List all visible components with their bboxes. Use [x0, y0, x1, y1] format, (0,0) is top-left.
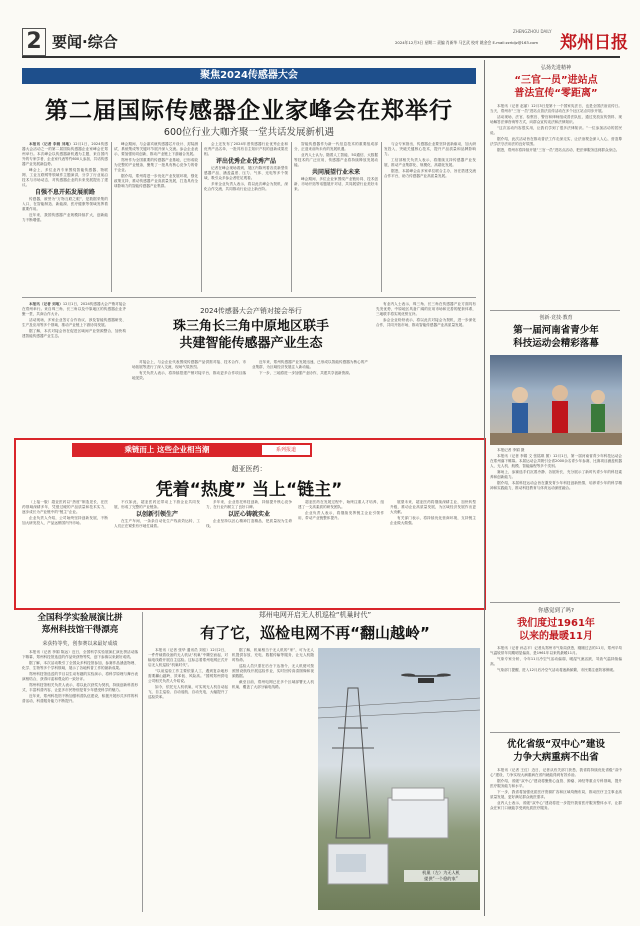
masthead-logo: 郑州日报: [560, 33, 628, 53]
section-rule: [22, 297, 476, 298]
featured-headline: 凭着“热度” 当上“链主”: [155, 480, 343, 500]
right-kicker-1: 弘扬先进精神: [540, 65, 571, 71]
weather-kicker: 你感觉到了吗?: [538, 608, 574, 614]
featured-sub-2: 以匠心铸就实业: [227, 511, 270, 518]
drone-column-2: 据了解，机巢相当于无人机的“家”，可为无人机提供存放、充电、数据传输等服务，让无人机随时待命。 巡检人员只需在后台下达指令，无人机便可按照预设航线开展巡检作业，实时回传高清图像和视频数据。 截至目前，郑州电网已在多个区域部署无人机机巢，覆盖了大部分输电线路。: [232, 648, 314, 689]
right-column-divider: [484, 60, 485, 916]
right-kicker-2: 创新·竞技·教育: [539, 315, 573, 321]
col-divider: [291, 142, 292, 292]
science-headline: 全国科学实验展演比拼 郑州科技馆干得漂亮: [37, 613, 123, 635]
second-kicker: 2024传感器大会产销对接会举行: [200, 307, 302, 315]
drone-photo-caption: 机巢（左）为无人机 提供“一个稳的家”: [404, 870, 478, 882]
page-number: 2: [22, 28, 46, 56]
weather-headline: 我们度过1961年 以来的最暖11月: [517, 618, 595, 642]
healthcare-headline: 优化省级“双中心”建设 力争大病重病不出省: [507, 739, 605, 763]
edition-line: 2024年12月3日 星期二 责编 肖新华 马艺武 校对 姚金会 E-mail:zzrbljz@163.com: [395, 40, 539, 45]
right-story-1-body: 本报讯（记者 赵丽）12月3日是第十一个国家宪法日，也是全国法治宣传日。当天，郑州市“三官一员”进站点普法宣传活动在多个社区站点同步开展。 活动现场，法官、检察官、警官和律师组成普法队伍，通过发放宣传资料、现场解答法律咨询等方式，向群众宣传宪法和法律知识。 “这次活动内容很实用，让我们学到了很多法律知识。”一位参加活动的居民说。 据介绍，此次活动旨在推动普法工作走深走实，让法治观念深入人心，营造尊法学法守法用法的良好氛围。 据悉，郑州市将持续开展“三官一员”进站点活动，把法律服务送到群众身边。: [490, 104, 622, 152]
top-rule: [22, 56, 620, 58]
featured-column-3: 多年来，企业依托科技创新，持续提升核心竞争力，在行业内树立了良好口碑。 以匠心铸就实业 企业坚持以匠心精神打造精品，把质量视为生命线。: [206, 500, 292, 528]
featured-column-2: 不仅如此，超亚医药还带动上下游企业共同发展，形成了完整的产业链条。 以创新引领生产 在生产车间，一条条自动化生产线高效运转，工人们正在紧张有序地忙碌着。: [114, 500, 200, 528]
series-tag: 乘链而上 这些企业相当潮: [124, 445, 210, 454]
lead-banner-text: 聚焦2024传感器大会: [200, 70, 298, 81]
featured-kicker: 超亚医药：: [231, 465, 267, 473]
right-rule: [490, 732, 620, 733]
weather-body: 本报讯（记者 孙志平）记者从郑州市气象局获悉，刚刚过去的11月，郑州平均气温较常年同期明显偏高，是1961年以来的最暖11月。 气象专家分析，今年11月冷空气活动偏弱，暖湿气流活跃，导致气温持续偏高。 气象部门提醒，进入12月后冷空气活动将逐渐频繁，市民要注意防寒保暖。: [490, 646, 622, 672]
science-subhead: 荣获特等奖，创参赛以来最好成绩: [42, 641, 118, 647]
lead-column-1: 本报讯（记者 李娟 刘地）12月1日，2024传感器大会活动之一的第二届国际传感器企业家峰会在郑州举行。本次峰会以传感器新机遇为主题，来自国内外的专家学者、企业家代表等约600人参加，共话传感器产业发展新趋势。 峰会上，多位业内专家围绕智能传感器、物联网、工业互联网等领域作主题演讲，分享了行业前沿技术与市场动态，对传感器企业的未来发展提出了建议。 自强不息开拓发展前路 传感器，被誉为“万物互联之眼”，是数据采集的入口，在智能制造、新能源、医疗健康等领域发挥着重要作用。 近年来，我国传感器产业规模持续扩大，创新能力不断增强。: [22, 142, 108, 222]
right-story-2-body: 本报记者 李娟 摄 本报讯（记者 李娟 文 张铭琪 图）12月1日，第一届河南省青少年科技运动会在郑州落下帷幕。本届运动会共吸引全省2000余名青少年参赛，比赛项目涵盖机器人、无人机、航模、智能编程等多个类别。 赛场上，参赛选手们沉着冷静、各展所长，充分展示了新时代青少年的科技素养和创新能力。 据介绍，本届科技运动会旨在激发青少年科技创新热情，培养青少年的科学精神和实践能力，推动科技教育与体育运动深度融合。: [490, 448, 622, 490]
youth-sports-photo: [490, 355, 622, 445]
lead-sub-2: 评出优秀企业优秀产品: [215, 158, 276, 165]
col-divider: [142, 612, 143, 912]
second-column-2: 对接会上，与会企业代表围绕传感器产品供需对接、技术合作、市场拓展等进行了深入交流，现场气氛热烈。 有关负责人表示，将持续搭建产销对接平台，推动更多合作项目落地见效。: [132, 360, 246, 380]
featured-column-4: 超亚医药在发展过程中，始终注重人才培养，组建了一支高素质的研发团队。 企业负责人表示，将继续发挥链主企业引领作用，带动产业链整体提升。: [298, 500, 384, 520]
second-column-1: 本报讯（记者 刘地）12月1日，2024传感器大会产销对接会在郑州举行。来自珠三角、长三角以及中原地区的传感器企业齐聚一堂，共商合作大计。 活动现场，多家企业签订合作协议，涉及智能传感器研发、生产及应用等多个领域，推动产业链上下游协同发展。 据了解，本次对接会旨在促进区域间产业资源整合，加快构建智能传感器产业生态。: [22, 302, 126, 338]
lead-subheadline: 600位行业大咖齐聚一堂共话发展新机遇: [163, 127, 335, 138]
lead-sub-3: 共同展望行业未来: [311, 169, 360, 176]
lead-column-5: 与会专家指出，传感器企业要坚持创新驱动，加大研发投入，突破关键核心技术，提升产品质量和品牌影响力。 工信部相关负责人表示，将继续支持传感器产业发展，推动产业集群化、规模化、高端化发展。 据悉，本届峰会由多家单位联合主办，旨在搭建交流合作平台，助力传感器产业高质量发展。: [384, 142, 476, 178]
series-label: 系列报道: [262, 445, 310, 455]
lead-headline: 第二届国际传感器企业家峰会在郑举行: [45, 98, 453, 124]
right-rule: [490, 602, 620, 603]
masthead-english: ZHENGZHOU DAILY: [513, 29, 552, 34]
section-title: 要闻·综合: [52, 33, 118, 51]
col-divider: [381, 142, 382, 292]
featured-sub-1: 以创新引领生产: [135, 511, 178, 518]
drone-column-1: 本报讯（记者 张华 通讯员 刘佳）12月2日，一件件载着设备的无人机从“机巢”中腾空而起，对输电线路开展自主巡检。这标志着郑州电网正式开启无人机巡检“机巢时代”。 “以前巡检工作主要依靠人工，遇到复杂地形需要翻山越岭，效率低、风险高。”国网郑州供电公司相关负责人介绍说。 如今，依托无人机机巢，可实现无人机自动起飞、自主巡检、自动返航、自动充电，大幅提升了巡检效率。: [148, 648, 228, 699]
right-headline-2: 第一届河南省青少年 科技运动会精彩落幕: [513, 325, 599, 349]
drone-kicker: 郑州电网开启无人机巡检“机巢时代”: [258, 611, 372, 619]
drone-headline: 有了它，巡检电网不再“翻山越岭”: [200, 624, 430, 642]
col-divider: [201, 142, 202, 292]
lead-sub-1: 自强不息开拓发展前路: [34, 189, 95, 196]
science-body: 本报讯（记者 李娟 陈远）近日，全国科学实验展演汇演比拼活动落下帷幕，郑州科技馆选送的作品荣获特等奖，创下参赛以来最好成绩。 据了解，本次活动吸引了全国众多科技馆参加，参赛作品涵盖物理、化学、生物等多个学科领域，展示了各地科普工作的最新成果。 郑州科技馆选送的节目以生动有趣的实验演示，将科学原理与舞台表演相结合，获得评委和观众的一致好评。 郑州科技馆相关负责人表示，将以此次获奖为契机，持续创新科普形式，丰富科普内容，让更多市民特别是青少年感受科学的魅力。 近年来，郑州科技馆不断加强科普队伍建设，积极开展形式多样的科普活动，科普服务能力不断提升。: [22, 650, 138, 703]
col-divider: [111, 142, 112, 292]
second-column-3: 近年来，郑州传感器产业发展迅速，已形成以智能传感器为核心的产业集群，为区域经济发展注入新动能。 下一步，三地将进一步加强产业协作，共建共享创新资源。: [252, 360, 368, 375]
right-headline-1: “三官一员”进站点 普法宣传“零距离”: [514, 75, 598, 99]
lead-column-3: 会上还发布了2024年度传感器行业优秀企业和优秀产品名单，一批具有自主知识产权的创新成果亮相。 评出优秀企业优秀产品 记者在峰会现场看到，展区内陈列着各类新型传感器产品，涵盖温度、压力、气体、光电等多个领域，吸引众多参会者驻足观看。 多家企业负责人表示，将以此次峰会为契机，深化合作交流，共同推动行业迈上新台阶。: [204, 142, 288, 191]
featured-column-5: 展望未来，超亚医药将继续深耕主业，加快转型升级，推动企业高质量发展，为区域经济发展作出更大贡献。 有关部门表示，将持续优化营商环境，支持链主企业做大做强。: [390, 500, 476, 525]
lead-column-2: 峰会期间，与会嘉宾就传感器芯片设计、封装测试、系统集成等关键环节展开深入交流。参会企业表示，要加强协同创新，推动产业链上下游融合发展。 郑州作为全国重要的传感器产业基地，已形成较为完整的产业链条，聚集了一批具有核心竞争力的骨干企业。 据介绍，郑州将进一步优化产业发展环境，强化政策支持，推动传感器产业高质量发展，打造具有全球影响力的智能传感器产业集群。: [114, 142, 198, 188]
featured-column-1: （上接一版）超亚医药以“热度”制造见长，在医药领域深耕多年，凭借过硬的产品质量和技术实力，逐步成长为产业链中的“链主”企业。 企业负责人介绍，公司始终坚持创新发展，不断加大研发投入，产品远销国内外市场。: [22, 500, 108, 525]
youth-sports-illustration: [490, 355, 622, 445]
right-rule: [490, 310, 620, 311]
second-column-4: 有业内人士表示，珠三角、长三角在传感器产业方面具有先发优势，中原地区具备广阔的应用市场和完善的配套体系，三地联手将实现优势互补。 参会企业纷纷表示，将以此次对接会为契机，进一步深化合作，共同开拓市场，推动智能传感器产业高质量发展。: [376, 302, 476, 327]
second-headline: 珠三角长三角中原地区联手 共建智能传感器产业生态: [172, 319, 329, 351]
healthcare-body: 本报讯（记者 王红）近日，记者从有关部门获悉，我省将持续优化省级“双中心”建设，力争实现大病重病在省内就能得到有效诊治。 据介绍，省级“双中心”建设将聚焦心血管、肿瘤、神经等重点专科领域，提升医疗服务能力和水平。 下一步，我省将加强优质医疗资源扩容和区域均衡布局，推动医疗卫生事业高质量发展，更好满足群众就医需求。 业内人士表示，省级“双中心”建设将进一步提升我省医疗服务整体水平，让群众在家门口就能享受到优质医疗服务。: [490, 768, 622, 810]
lead-column-4: 智能传感器作为新一代信息技术的重要组成部分，正迎来前所未有的发展机遇。 业内人士认为，随着人工智能、5G通信、大数据等技术的广泛应用，传感器产业将持续释放发展动能。 共同展望行业未来 峰会期间，多位企业家围绕产业链协同、技术创新、市场开拓等话题展开对话，共同展望行业美好未来。: [294, 142, 378, 191]
